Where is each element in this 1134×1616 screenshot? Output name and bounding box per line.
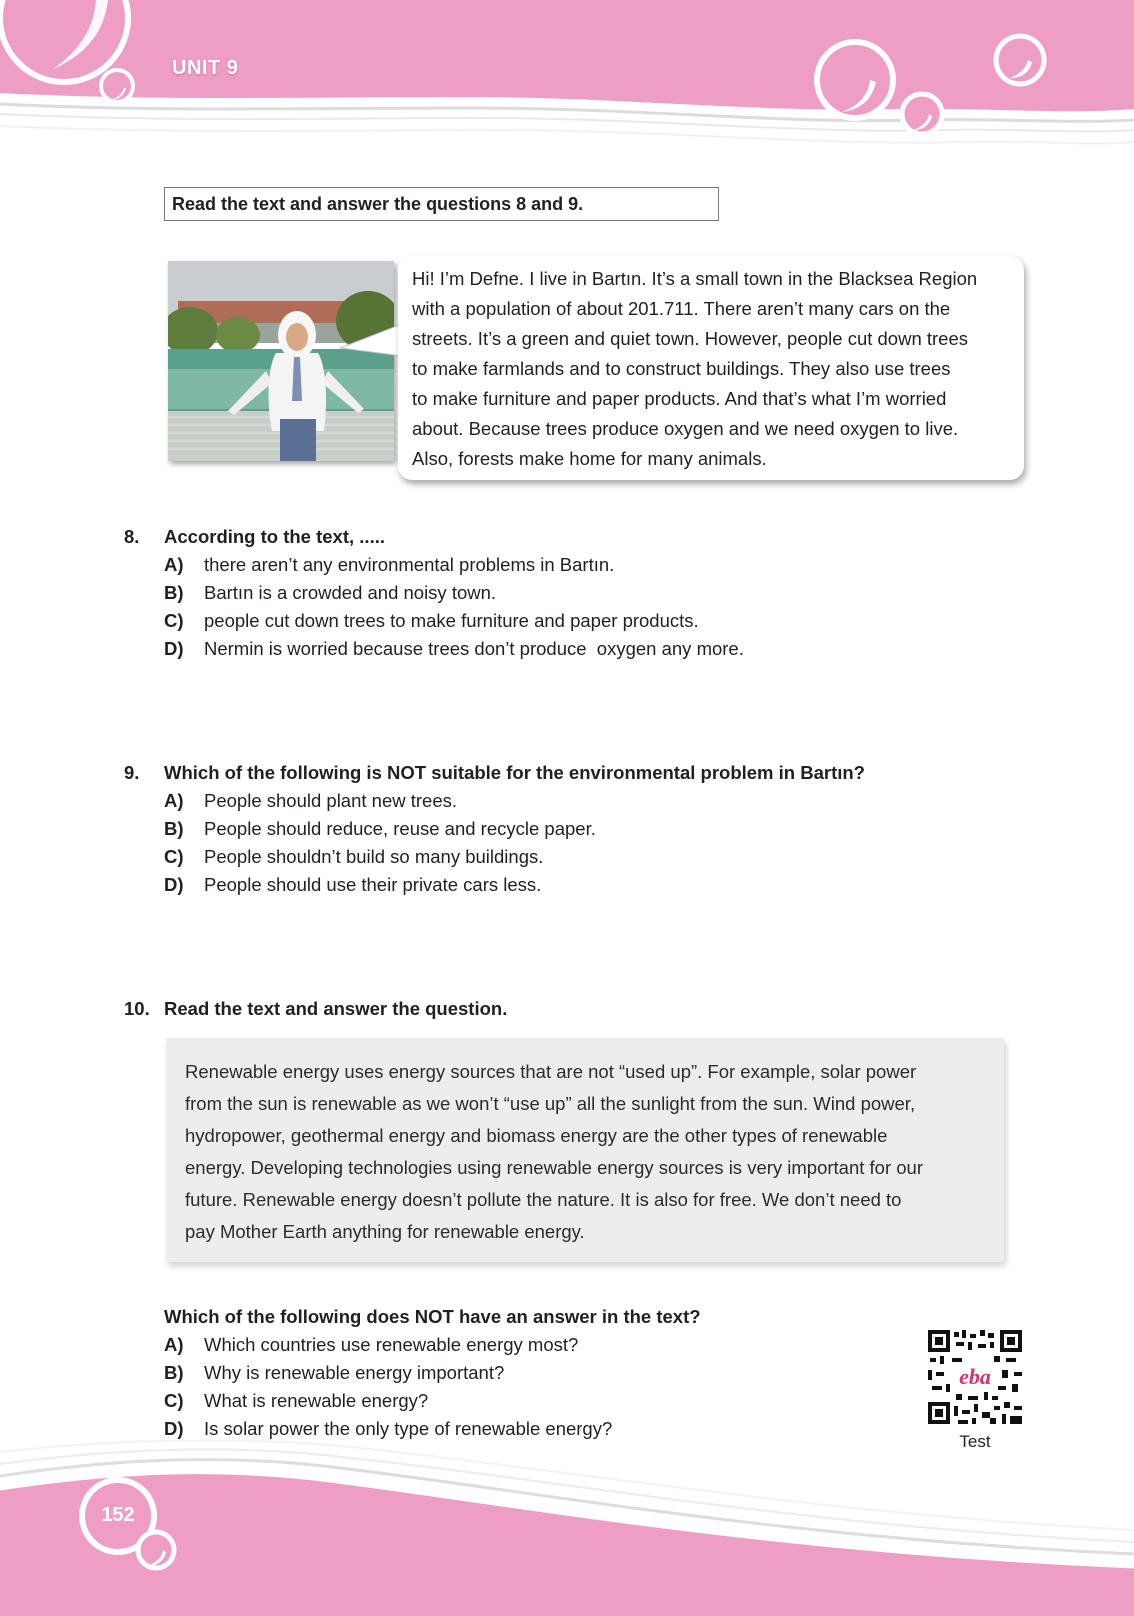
speech-line: Also, forests make home for many animals. [412, 448, 767, 469]
option-letter: D) [164, 638, 184, 659]
option-text: Nermin is worried because trees don’t produce oxygen any more. [204, 638, 744, 659]
option-letter: D) [164, 874, 184, 895]
option-letter: A) [164, 1334, 184, 1355]
eba-logo: eba [959, 1364, 991, 1389]
qr-code-icon[interactable] [928, 1330, 1022, 1424]
question-9-option-b[interactable] [164, 818, 596, 840]
page-number: 152 [101, 1504, 135, 1526]
qr-label: Test [959, 1432, 991, 1451]
passage-line: Renewable energy uses energy sources that are not “used up”. For example, solar power [185, 1061, 917, 1082]
speech-line: Hi! I’m Defne. I live in Bartın. It’s a small town in the Blacksea Region [412, 268, 978, 289]
option-text: People should use their private cars less. [204, 874, 542, 895]
question-10-option-c[interactable] [164, 1390, 428, 1412]
speech-line: with a population of about 201.711. There aren’t many cars on the [412, 298, 951, 319]
passage-line: future. Renewable energy doesn’t pollute the nature. It is also for free. We don’t need to [185, 1189, 902, 1210]
option-text: People shouldn’t build so many buildings. [204, 846, 544, 867]
option-letter: B) [164, 582, 184, 603]
question-9-option-d[interactable] [164, 874, 541, 896]
option-letter: B) [164, 818, 184, 839]
question-8-option-a[interactable] [164, 554, 614, 576]
question-8-option-d[interactable] [164, 638, 744, 660]
option-text: Which countries use renewable energy most? [204, 1334, 579, 1355]
option-letter: A) [164, 554, 184, 575]
question-10-option-d[interactable] [164, 1418, 612, 1440]
passage-line: from the sun is renewable as we won’t “use up” all the sunlight from the sun. Wind power, [185, 1093, 916, 1114]
option-text: Is solar power the only type of renewable energy? [204, 1418, 613, 1439]
renewable-energy-passage [166, 1038, 1004, 1262]
question-9-number: 9. [124, 762, 140, 783]
option-text: What is renewable energy? [204, 1390, 429, 1411]
question-8-number: 8. [124, 526, 140, 547]
speech-tail [340, 322, 406, 362]
passage-line: hydropower, geothermal energy and biomass energy are the other types of renewable [185, 1125, 888, 1146]
speech-bubble [398, 256, 1024, 480]
option-text: there aren’t any environmental problems in Bartın. [204, 554, 615, 575]
speech-line: to make farmlands and to construct buildings. They also use trees [412, 358, 951, 379]
question-8-option-b[interactable] [164, 582, 496, 604]
question-10-instruction: Read the text and answer the question. [164, 998, 508, 1019]
passage-line: energy. Developing technologies using renewable energy sources is very important for our [185, 1157, 924, 1178]
question-9-stem: Which of the following is NOT suitable for the environmental problem in Bartın? [164, 762, 865, 783]
question-10-option-a[interactable] [164, 1334, 578, 1356]
option-letter: A) [164, 790, 184, 811]
option-text: Why is renewable energy important? [204, 1362, 505, 1383]
question-10-stem: Which of the following does NOT have an answer in the text? [164, 1306, 701, 1327]
question-10-number: 10. [124, 998, 150, 1019]
option-text: People should plant new trees. [204, 790, 458, 811]
option-letter: C) [164, 610, 184, 631]
question-8-stem: According to the text, ..... [164, 526, 385, 547]
footer-banner [0, 1440, 1134, 1616]
header-banner [0, 0, 1134, 160]
question-9-option-c[interactable] [164, 846, 543, 868]
option-letter: C) [164, 846, 184, 867]
question-9-option-a[interactable] [164, 790, 457, 812]
passage-line: pay Mother Earth anything for renewable energy. [185, 1221, 585, 1242]
speech-line: about. Because trees produce oxygen and we need oxygen to live. [412, 418, 959, 439]
speech-line: to make furniture and paper products. And that’s what I’m worried [412, 388, 947, 409]
question-10-option-b[interactable] [164, 1362, 504, 1384]
speech-line: streets. It’s a green and quiet town. However, people cut down trees [412, 328, 969, 349]
option-text: people cut down trees to make furniture and paper products. [204, 610, 699, 631]
question-8-option-c[interactable] [164, 610, 699, 632]
option-letter: B) [164, 1362, 184, 1383]
unit-title: UNIT 9 [172, 57, 239, 79]
option-text: People should reduce, reuse and recycle paper. [204, 818, 596, 839]
option-letter: C) [164, 1390, 184, 1411]
instruction-box: Read the text and answer the questions 8 and 9. [164, 187, 719, 221]
option-letter: D) [164, 1418, 184, 1439]
option-text: Bartın is a crowded and noisy town. [204, 582, 497, 603]
